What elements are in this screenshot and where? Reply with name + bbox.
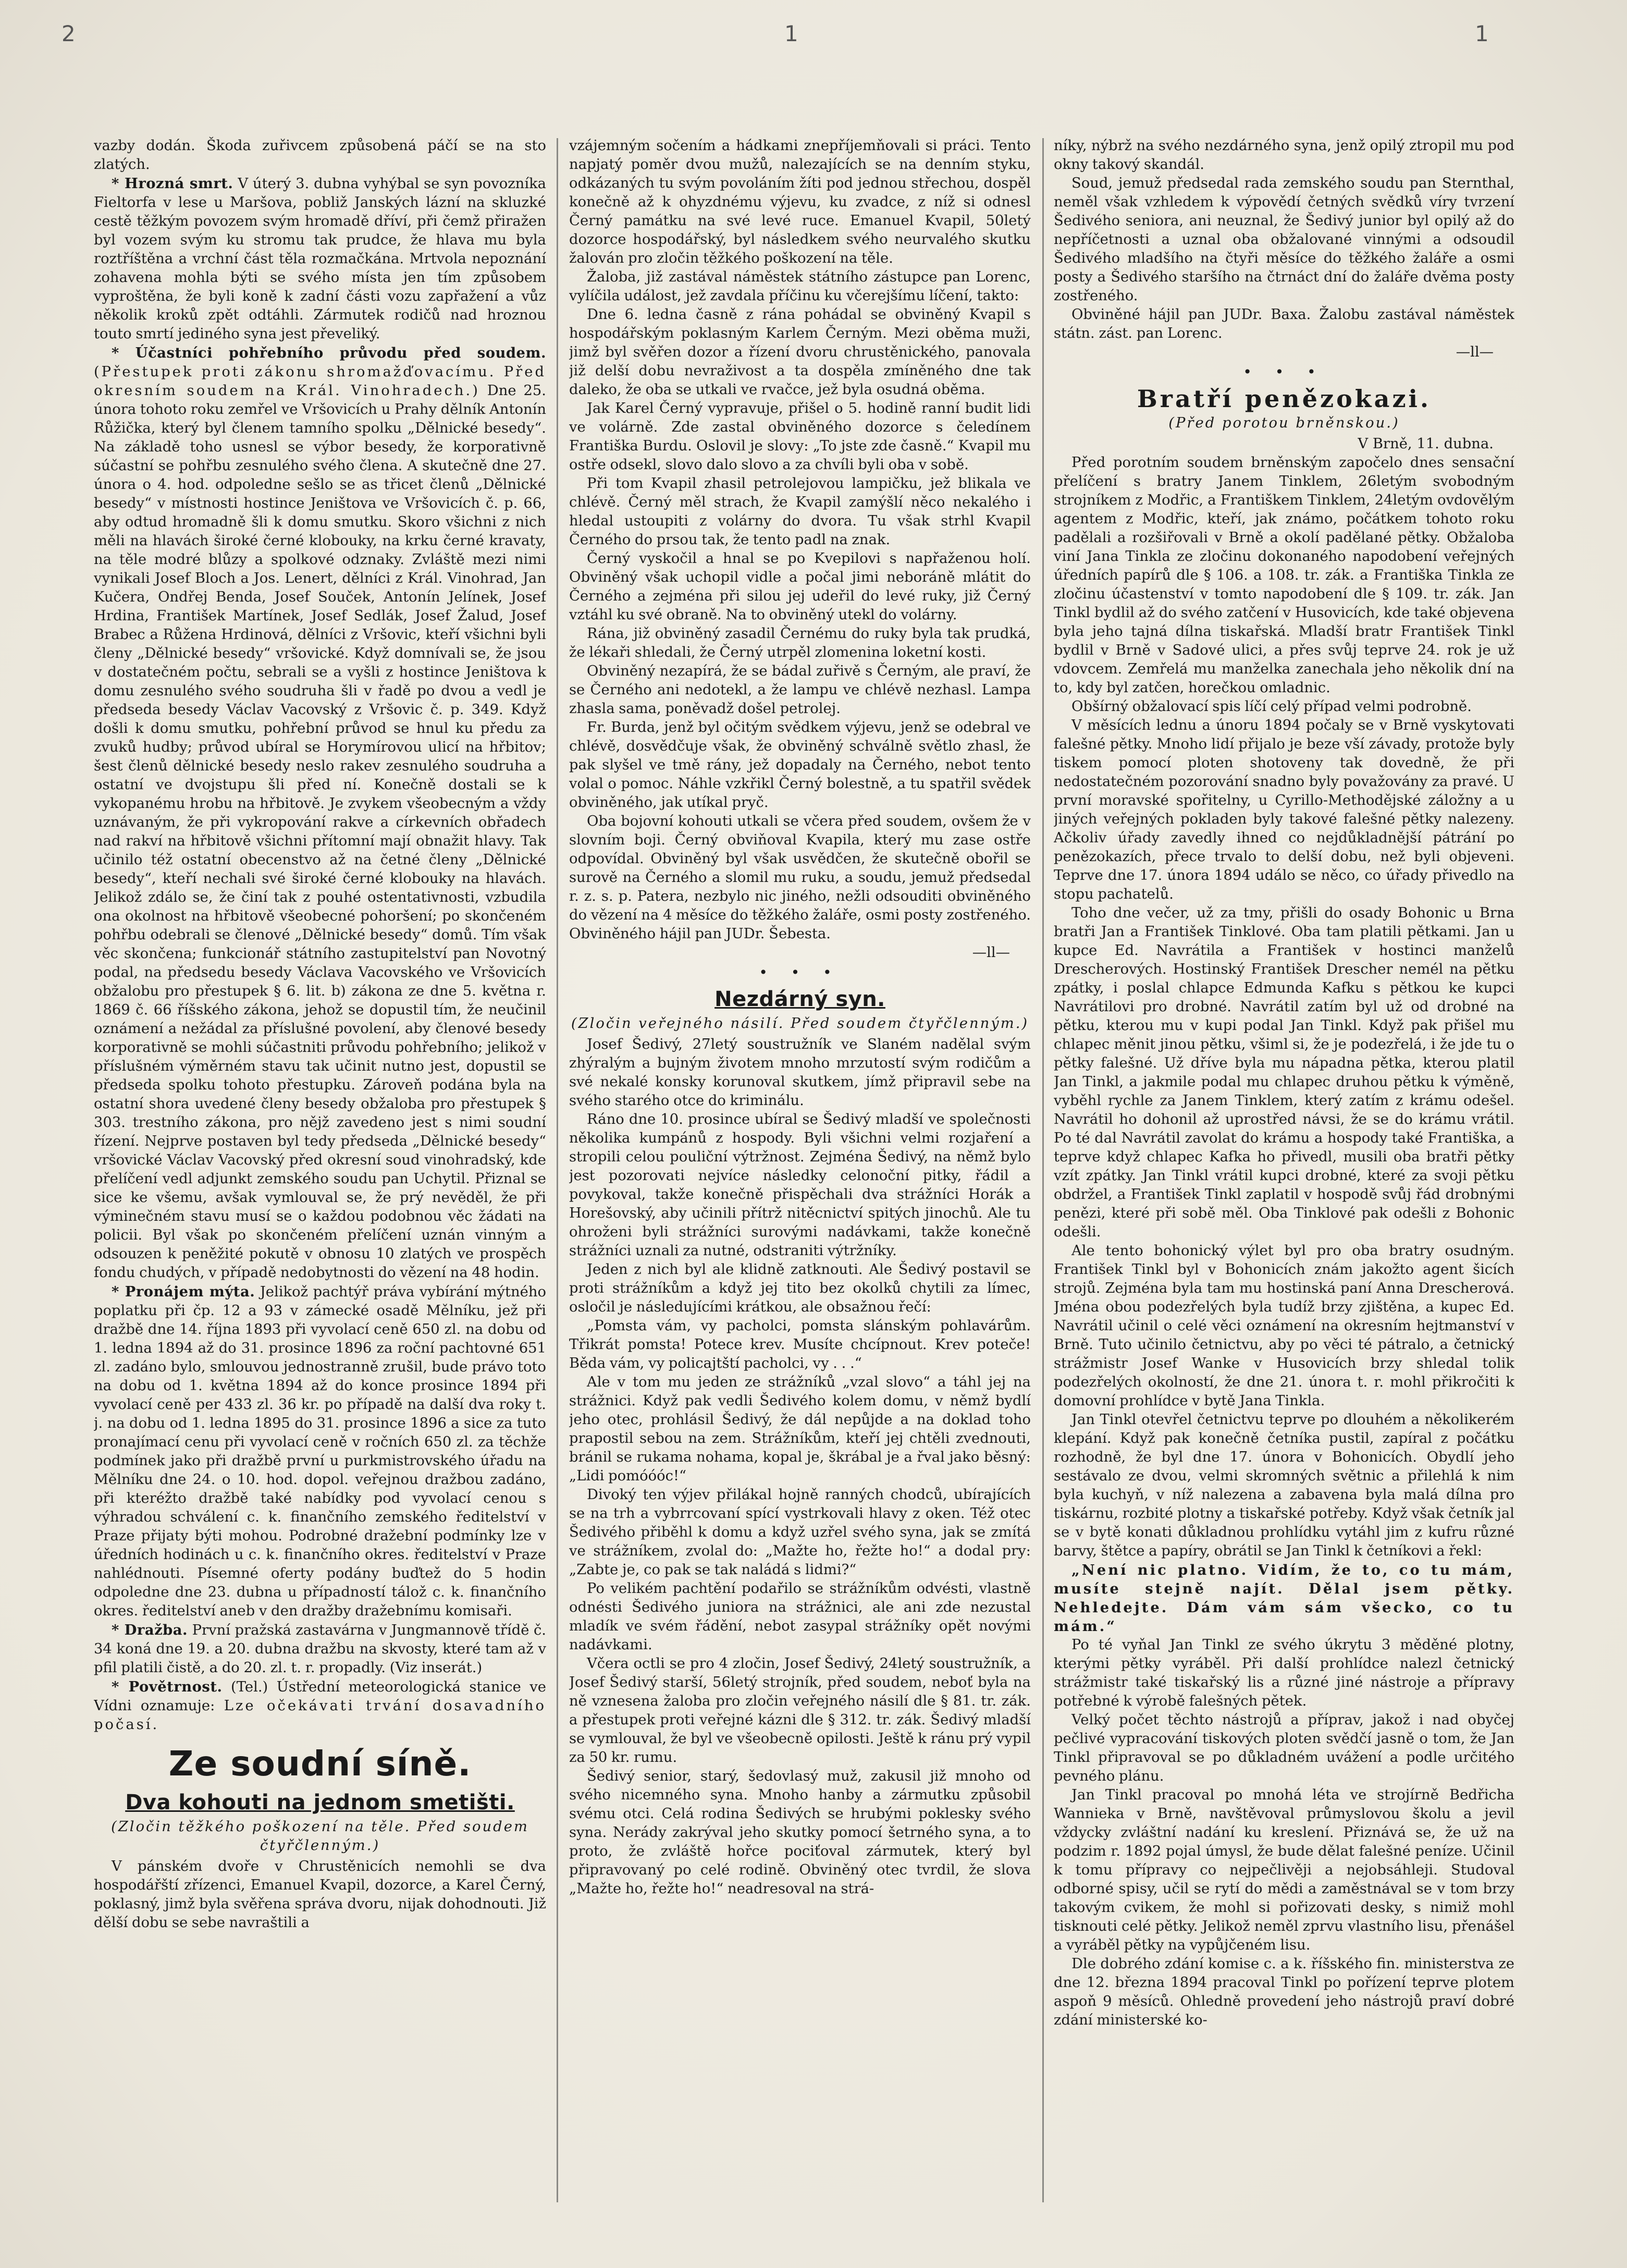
- news-item-pruvod: [94, 344, 546, 1282]
- article-paragraph: Ráno dne 10. prosince ubíral se Šedivý mladší ve společnosti několika kumpánů z hospody. Byli všichni velmi rozjaření a stropili celou pouliční výtržnost. Zejména Šedivý, na němž bylo jest pozorovati nejvíce následky celonoční pitky, řádil a povykoval, takže konečně přispěchali dva strážníci Horák a Horešovský, aby učinili přítrž nitěcnictví spitých jinochů. Ale tu ohroženi byli strážníci surovými nadávkami, takže konečně strážníci uznali za nutné, odstraniti výtržníky.: [569, 1111, 1031, 1259]
- news-text: Dne 25. února tohoto roku zemřel ve Vršovicích u Prahy dělník Antonín Růžička, který byl členem tamního spolku „Dělnické besedy“. Na základě toho usnesl se výbor besedy, že korporativně súčastní se pohřbu zesnulého svého člena. A skutečně dne 27. února o 4. hod. odpoledne sešlo se as třicet členů „Dělnické besedy“ v místnosti hostince Jeništova ve Vršovicích č. p. 66, aby odtud hromadně šli k domu smutku. Skoro všichni z nich měli na hlavách široké černé klobouky, na krku černé kravaty, na těle modré blůzy a spolkové odznaky. Zvláště mezi nimi vynikali Josef Bloch a Jos. Lenert, dělníci z Král. Vinohrad, Jan Kučera, Ondřej Benda, Josef Souček, Antonín Jelínek, Josef Hrdina, František Martínek, Josef Sedlák, Josef Žalud, Josef Brabec a Růžena Hrdinová, dělníci z Vršovic, kteří všichni byli členy „Dělnické besedy“ vršovické. Když domnívali se, že jsou v dostatečném počtu, sebrali se a vyšli z hostince Jeništova k domu zesnulého svého soudruha šli v řadě po dvou a vedl je předseda besedy Václav Vacovský z Vršovic č. p. 349. Když došli k domu smutku, pohřební průvod se hnul ku předu za zvuků hudby; průvod ubíral se Horymírovou ulicí na hřbitov; šest členů dělnické besedy neslo rakev zesnulého soudruha a ostatní ve dvojstupu šli před ní. Konečně dostali se k vykopanému hrobu na hřbitově. Je zvykem všeobecným a vždy uznávaným, že při vykropování rakve a církevních obřadech nad rakví na hřbitově všichni přítomní mají obnažit hlavy. Tak učinilo též ostatní obecenstvo až na četné členy „Dělnické besedy“, kteří nechali své široké černé klobouky na hlavách. Jelikož zdálo se, že činí tak z pouhé ostentativnosti, vzbudila ona okolnost na hřbitově všeobecné pohoršení; po skončeném pohřbu odebrali se členové „Dělnické besedy“ domů. Tím však věc skončena; funkcionář státního zastupitelství pan Novotný podal, na předsedu besedy Václava Vacovského ve Vršovicích obžalobu pro přestupek § 6. lit. b) zákona ze dne 5. května r. 1869 č. 66 říšského zákona, jehož se dopustil tím, že neučinil oznámení a nežádal za příslušné povolení, aby členové besedy korporativně se mohli súčastniti průvodu pohřebního; jelikož v příslušném výměrném stavu tak učinit nutno jest, dopustil se předseda spolku tohoto přestupku. Zároveň podána byla na ostatní shora uvedené členy besedy obžaloba pro přestupek § 303. trestního zákona, pro nějž zavedeno jest s nimi soudní řízení. Nejprve postaven byl tedy předseda „Dělnické besedy“ vršovické Václav Vacovský před okresní soud vinohradský, kde přelíčení vedl adjunkt zemského soudu pan Uchytil. Přiznal se sice ke všemu, avšak vymlouval se, že prý nevěděl, že při výminečném stavu musí se o každou podobnou věc žádati na policii. Byl však po skončeném přelíčení uznán vinným a odsouzen k peněžité pokutě v obnosu 10 zlatých ve prospěch fondu chudých, v případě nedobytnosti do vězení na 48 hodin.: [94, 383, 546, 1281]
- page-mark-center: 1: [784, 21, 798, 46]
- rubric-heading: * Hrozná smrt.: [112, 175, 233, 192]
- news-item-drazba: [94, 1621, 546, 1677]
- news-text-spaced: Lze očekávati trvání dosavadního počasí.: [94, 1698, 546, 1733]
- rubric-heading: * Účastníci pohřebního průvodu před soudem.: [112, 345, 546, 361]
- article-paragraph: níky, nýbrž na svého nezdárného syna, jenž opilý ztropil mu pod okny takový skandál.: [1054, 138, 1514, 173]
- column-divider-1: [557, 138, 558, 2202]
- rubric-heading: * Povětrnost.: [112, 1678, 223, 1695]
- article-paragraph: Dne 6. ledna časně z rána pohádal se obviněný Kvapil s hospodářským poklasným Karlem Černým. Mezi oběma muži, jimž byl svěřen dozor a řízení dvoru chrustěnického, panovala již delší dobu nevraživost a ta dospěla zmíněného dne tak daleko, že oba se utkali ve rvačce, jež byla osudná oběma.: [569, 307, 1031, 398]
- article-paragraph: vzájemným sočením a hádkami znepříjemňovali si práci. Tento napjatý poměr dvou mužů, nalezajících se na denním styku, odkázaných tu svým povoláním žíti pod jednou střechou, dospěl konečně až k ohyzdnému výjevu, ku zvadce, z níž si odnesl Černý památku na své levé ruce. Emanuel Kvapil, 50letý dozorce hospodářský, byl následkem svého neurvalého skutku žalován pro zločin těžkého poškození na těle.: [569, 138, 1031, 266]
- page-mark-right: 1: [1475, 21, 1489, 46]
- column-2: [569, 137, 1031, 2211]
- article-subtitle: (Zločin těžkého poškození na těle. Před soudem čtyřčlenným.): [111, 1819, 529, 1854]
- article-paragraph: Černý vyskočil a hnal se po Kvepilovi s napřaženou holí. Obviněný však uchopil vidle a počal jimi neboráně mlátit do Černého a zejména při silou jej udeřil do levé ruky, již Černý vztáhl ku své obraně. Na to obviněný utekl do volárny.: [569, 550, 1031, 623]
- article-paragraph: Včera octli se pro 4 zločin, Josef Šedivý, 24letý soustružník, a Josef Šedivý starší, 56letý strojník, před soudem, neboť byla na ně vznesena žaloba pro zločin veřejného násilí dle § 81. tr. zák. a přestupek proti veřejné kázni dle § 312. tr. zák. Šedivý mladší se vymlouval, že byl ve všeobecně opilosti. Ještě k ránu prý vypil za 50 kr. rumu.: [569, 1656, 1031, 1766]
- quoted-speech: „Není nic platno. Vidím, že to, co tu mám, musíte stejně najít. Dělal jsem pětky. Nehledejte. Dám vám sám všecko, co tu mám.“: [1054, 1562, 1514, 1635]
- article-paragraph: Jan Tinkl otevřel četnictvu teprve po dlouhém a několikerém klepání. Když pak konečně četníka pustil, zapíral z počátku rozhodně, že byl dne 17. února v Bohonicích. Obydlí jeho sestávalo ze dvou, velmi skromných světnic a přilehlá k nim byla kuchyň, v níž nalezena a zabavena byla malá dílna pro tiskárnu, rozbité plotny a tiskařské potřeby. Když však četník jal se v bytě konati důkladnou prohlídku vytáhl jim z kufru různé barvy, štětce a papíry, obrátil se Jan Tinkl k četníkovi a řekl:: [1054, 1412, 1514, 1559]
- article-paragraph: Jak Karel Černý vypravuje, přišel o 5. hodině ranní budit lidi ve volárně. Zde zastal obviněného dozorce s čeledínem Františka Burdu. Oslovil je slovy: „To jste zde časně.“ Kvapil mu ostře odsekl, slovo dalo slovo a za chvíli byli oba v sobě.: [569, 400, 1031, 473]
- news-text: V úterý 3. dubna vyhýbal se syn povozníka Fieltorfa v lese u Maršova, pobliž Janských lázní na skluzké cestě těžkým povozem svým hromadě dříví, při čemž přiražen byl vozem svým ku stromu tak prudce, že hlava mu byla roztříštěna a vrchní část těla rozmačkána. Mrtvola nepoznání zohavena mohla býti se svého místa jen tím způsobem vyproštěna, že byli koně k zadní části vozu zapřažení a vůz několik kroků zpět odtáhli. Zármutek rodičů nad hroznou touto smrtí jediného syna jest převeliký.: [94, 176, 546, 342]
- article-paragraph: Toho dne večer, už za tmy, přišli do osady Bohonic u Brna bratři Jan a František Tinklové. Oba tam platili pětkami. Jan u kupce Ed. Navrátila a František v hostinci manželů Drescherových. Hostinský František Drescher nemél na pětku zpátky, i poslal chlapce Edmunda Kafku s pětkou ke kupci Navrátilovi pro drobné. Navrátil zatím byl už od drobné na pětku, kterou mu v kupi podal Jan Tinkl. Když pak přišel mu chlapec měnit jinou pětku, všiml si, že je podezřelá, i že jde tu o pětky falešné. Už dříve byla mu nápadna pětka, kterou platil Jan Tinkl, a jakmile podal mu chlapec druhou pětku k výměně, vyběhl rychle za Janem Tinklem, který zatím z krámu odešel. Navrátil ho dohonil až uprostřed návsi, že se do krámu vrátil. Po té dal Navrátil zavolat do krámu a hospody také Františka, a teprve když chlapec Kafka ho přivedl, musili oba bratři pětky vzít zpátky. Jan Tinkl vrátil kupci drobné, které za svoji pětku obdržel, a František Tinkl zaplatil v hospodě svůj řád drobnými penězi, které při sobě měl. Oba Tinklové pak odešli z Bohonic odešli.: [1054, 905, 1514, 1240]
- article-title: Bratří penězokazi.: [1137, 385, 1432, 413]
- author-signature: —ll—: [1456, 344, 1494, 360]
- article-paragraph: Jeden z nich byl ale klidně zatknouti. Ale Šedivý postavil se proti strážníkům a když jej tito bez okolků chytili za límec, osločil je následujícími krátkou, ale obsažnou řečí:: [569, 1261, 1031, 1315]
- article-paragraph: Po té vyňal Jan Tinkl ze svého úkrytu 3 měděné plotny, kterými pětky vyráběl. Při další prohlídce nalezl četnický strážmistr také tiskařský lis a různé jiné nástroje a přípravy potřebné k výrobě falešných pětek.: [1054, 1637, 1514, 1709]
- article-paragraph: Šedivý senior, starý, šedovlasý muž, zakusil již mnoho od svého nicemného syna. Mnoho hanby a zármutku způsobil svému otci. Celá rodina Šedivých se hrubými poklesky svého syna. Nerády zakrýval jeho skutky pomocí šetrného syna, a to proto, že zvláště hořce pociťoval zármutek, který byl připravovaný po celé rodině. Obviněný otec tvrdil, že slova „Mažte ho, řežte ho!“ neadresoval na strá-: [569, 1768, 1031, 1897]
- rubric-subheading: (Přestupek proti zákonu shromažďovacímu. Před okresním soudem na Král. Vinohradech.): [94, 364, 546, 399]
- news-text: První pražská zastavárna v Jungmannově třídě č. 34 koná dne 19. a 20. dubna dražbu na skvosty, které tam až v pfil platili čistě, a do 20. zl. t. r. propadly. (Viz inserát.): [94, 1622, 546, 1676]
- article-paragraph: Rána, již obviněný zasadil Černému do ruky byla tak prudká, že lékaři shledali, že Černý utrpěl zlomenina loketní kosti.: [569, 626, 1031, 660]
- article-title: Dva kohouti na jednom smetišti.: [125, 1791, 515, 1815]
- author-signature: —ll—: [972, 945, 1010, 961]
- article-paragraph: Velký počet těchto nástrojů a příprav, jakož i nad obyčej pečlivé vypracování tiskových ploten svědčí jasně o tom, že Jan Tinkl připravoval se po důkladném uvážení a podle určitého pevného plánu.: [1054, 1712, 1514, 1784]
- article-title: Nezdárný syn.: [714, 987, 885, 1011]
- article-subtitle: (Zločin veřejného násilí. Před soudem čtyřčlenným.): [571, 1015, 1029, 1032]
- article-paragraph: Po velikém pachtění podařilo se strážníkům odvésti, vlastně odnésti Šedivého juniora na strážnici, ale ani zde nezustal mladík ve svém řádění, nebot zasypal strážníky opět novými nadávkami.: [569, 1580, 1031, 1653]
- news-item-myta: [94, 1282, 546, 1621]
- article-paragraph: Obviněný nezapírá, že se bádal zuřivě s Černým, ale praví, že se Černého ani nedotekl, a že lampu ve chlévě nezhasl. Lampa zhasla sama, poněvadž došel petrolej.: [569, 663, 1031, 717]
- separator-dots: • • •: [1243, 363, 1325, 381]
- article-paragraph: V pánském dvoře v Chrustěnicích nemohli se dva hospodářští zřízenci, Emanuel Kvapil, dozorce, a Karel Černý, poklasný, jimž byla svěřena správa dvoru, nijak dohodnouti. Již dělší dobu se sebe navraštili a: [94, 1858, 546, 1931]
- article-paragraph: Obšírný obžalovací spis líčí celý případ velmi podrobně.: [1071, 698, 1472, 715]
- column-divider-2: [1042, 138, 1044, 2202]
- rubric-heading: * Dražba.: [112, 1622, 188, 1638]
- article-paragraph: Josef Šedivý, 27letý soustružník ve Slaném nadělal svým zhýralým a bujným životem mnoho mrzutostí svým rodičům a své nekalé konsky korunoval skutkem, jímž připravil sebe na svého starého otce do kriminálu.: [569, 1036, 1031, 1109]
- article-paragraph: Žaloba, již zastával náměstek státního zástupce pan Lorenc, vylíčila událost, jež zavdala příčinu ku včerejšímu líčení, takto:: [569, 269, 1031, 304]
- article-paragraph: Divoký ten výjev přilákal hojně ranných chodců, ubírajících se na trh a vybrrcovaní spící vystrkovali hlavy z oken. Též otec Šedivého přiběhl k domu a když uzřel svého syna, jak se zmítá ve strážníkem, zvolal do: „Mažte ho, řežte ho!“ a dodal pry: „Zabte je, co pak se tak naládá s lidmi?“: [569, 1487, 1031, 1578]
- column-1: [94, 137, 546, 2211]
- separator-dots: • • •: [759, 964, 841, 981]
- article-paragraph: Jan Tinkl pracoval po mnohá léta ve strojírně Bedřicha Wannieka v Brně, navštěvoval průmyslovou školu a jevil vždycky zvláštní nadání ku kreslení. Přiznává se, že už na podzim r. 1892 pojal úmysl, že bude dělat falešné peníze. Učinil k tomu přípravy co nejpečlivěji a nejobsáhleji. Studoval odborné spisy, učil se rytí do mědi a zaměstnával se v tom brzy takovým cvikem, že mohl si pořizovati desky, s nimiž mohl tisknouti celé pětky. Jelikož neměl zprvu vlastního lisu, přenášel a vyráběl pětky na vypůjčeném lisu.: [1054, 1787, 1514, 1953]
- article-subtitle: (Před porotou brněnskou.): [1168, 415, 1400, 431]
- article-paragraph: Oba bojovní kohouti utkali se včera před soudem, ovšem že v slovním boji. Černý obviňoval Kvapila, který mu zase ostře odpovídal. Obviněný byl však usvědčen, že skutečně obořil se surově na Černého a slomil mu ruku, a soudu, jemuž předsedal r. z. s. p. Patera, nezbylo nic jiného, nežli odsouditi obviněného do vězení na 4 měsíce do těžkého žaláře, osmi posty zostřeného. Obviněného hájil pan JUDr. Šebesta.: [569, 813, 1031, 942]
- column-3: [1054, 137, 1514, 2211]
- article-paragraph: Obviněné hájil pan JUDr. Baxa. Žalobu zastával náměstek státn. zást. pan Lorenc.: [1054, 307, 1514, 341]
- article-paragraph: Dle dobrého zdání komise c. a k. říšského fin. ministerstva ze dne 12. března 1894 pracoval Tinkl po pořízení teprve plotem aspoň 9 měsíců. Ohledně provedení jeho nástrojů praví dobré zdání ministerské ko-: [1054, 1956, 1514, 2028]
- article-paragraph: V měsících lednu a únoru 1894 počaly se v Brně vyskytovati falešné pětky. Mnoho lidí přijalo je beze vší závady, protože byly tiskem pomocí ploten shotoveny tak dovedně, že při nedostatečném pozorování snadno byly považovány za pravé. U první moravské spořitelny, u Cyrillo-Methodějské záložny a u jiných veřejných pokladen byly takové falešné pětky nalezeny. Ačkoliv úřady zavedly ihned co nejdůkladnější pátrání po penězokazích, přece trvalo to delší dobu, než byli objeveni. Teprve dne 17. února 1894 událo se něco, co úřady přivedlo na stopu pachatelů.: [1054, 717, 1514, 902]
- article-paragraph: Ale v tom mu jeden ze strážníků „vzal slovo“ a táhl jej na strážnici. Když pak vedli Šedivého kolem domu, v němž bydlí jeho otec, prohlásil Šedivý, že dál nepůjde a na doklad toho prapostil sebou na zem. Strážníkům, kteří jej chtěli zvednouti, bránil se rukama nohama, kopal je, škrábal je a řval jako běsný: „Lidi pomóóóc!“: [569, 1374, 1031, 1484]
- article-paragraph: „Pomsta vám, vy pacholci, pomsta slánským pohlavárům. Třikrát pomsta! Potece krev. Musíte chcípnout. Krev poteče! Běda vám, vy policajtští pacholci, vy . . .“: [569, 1318, 1031, 1371]
- article-paragraph: Při tom Kvapil zhasil petrolejovou lampičku, jež blikala ve chlévě. Černý měl strach, že Kvapil zamýšlí něco nekalého i hledal ustoupiti z volárny do dvora. Tu však strhl Kvapil Černého do prsou tak, že tento padl na znak.: [569, 475, 1031, 548]
- section-title: Ze soudní síně.: [168, 1744, 472, 1784]
- page-top-edge: [0, 0, 1627, 63]
- news-item-pocasi: [94, 1677, 546, 1734]
- dateline: V Brně, 11. dubna.: [1358, 436, 1494, 452]
- rubric-heading: * Pronájem mýta.: [112, 1283, 255, 1300]
- news-text: Jelikož pachtýř práva vybírání mýtného poplatku při čp. 12 a 93 v zámecké osadě Mělníku, jež při dražbě dne 14. října 1893 při vyvolací ceně 650 zl. na dobu od 1. ledna 1894 až do 31. prosince 1896 za roční pachtovné 651 zl. zadáno bylo, smlouvou jednostranně zrušil, bude právo toto na dobu od 1. května 1894 až do konce prosince 1894 při vyvolací ceně per 433 zl. 36 kr. po případě na další dva roky t. j. na dobu od 1. ledna 1895 do 31. prosince 1896 a sice za tuto pronajímací cenu při vyvolací ceně v ročních 650 zl. za těchže podmínek jako při dražbě první u purkmistrovského úřadu na Mělníku dne 24. o 10. hod. dopol. veřejnou dražbou zadáno, při kteréžto dražbě také nabídky pod vyvolací cenou s výhradou schválení c. k. finančního zemského ředitelství v Praze přijaty býti mohou. Podrobné dražební podmínky lze v úředních hodinách u c. k. finančního okres. ředitelství v Praze nahlédnouti. Písemné oferty podány buďtež do 5 hodin odpoledne dne 23. dubna u případností tálož c. k. finančního okres. ředitelství aneb v den dražby dražebnímu komisaři.: [94, 1284, 546, 1619]
- article-paragraph: Ale tento bohonický výlet byl pro oba bratry osudným. František Tinkl byl v Bohonicích znám jakožto agent šicích strojů. Zejména byla tam mu hostinská paní Anna Drescherová. Jména obou podezřelých byla tudíž brzy zjištěna, a kupec Ed. Navrátil učinil o celé věci oznámení na okresním hejtmanství v Brně. Tuto učinilo četnictvu, aby po věci té pátralo, a četnický strážmistr Josef Wanke v Husovicích brzy shledal tolik podezřelých okolností, že dne 21. února t. r. mohl přikročiti k domovní prohlídce v bytě Jana Tinkla.: [1054, 1243, 1514, 1409]
- news-item-smrt: [94, 174, 546, 344]
- page-mark-left: 2: [61, 21, 76, 46]
- article-paragraph: Soud, jemuž předsedal rada zemského soudu pan Sternthal, neměl však vzhledem k výpovědí četných svědků víry tvrzení Šedivého seniora, ani neuznal, že Šedivý junior byl opilý až do nepříčetnosti a uznal oba obžalované vinnými a odsoudil Šedivého mladšího na čtyři měsíce do těžkého žaláře a osmi posty a Šedivého staršího na čtrnáct dní do žaláře dvěma posty zostřeného.: [1054, 175, 1514, 304]
- news-text: (Tel.) Ústřední meteorologická stanice ve Vídni oznamuje:: [94, 1679, 546, 1714]
- continued-paragraph: vazby dodán. Škoda zuřivcem způsobená páčí se na sto zlatých.: [94, 138, 546, 173]
- article-paragraph: Před porotním soudem brněnským započelo dnes sensační přelíčení s bratry Janem Tinklem, 26letým svobodným strojníkem z Modřic, a Františkem Tinklem, 24letým ovdovělým agentem z Modřic, kteří, jak známo, počátkem tohoto roku padělali a rozšiřovali v Brně a okolí padělané pětky. Obžaloba viní Jana Tinkla ze zločinu dokonaného napodobení veřejných úředních papírů dle § 106. a 108. tr. zák. a Františka Tinkla ze zločinu účastenství v tomto napodobení dle § 109. tr. zák. Jan Tinkl bydlil až do svého zatčení v Husovicích, kde také objevena byla jeho tajná dílna tiskařská. Mladší bratr František Tinkl bydlil v Brně v Sadové ulici, a přes svůj teprve 24. rok je už vdovcem. Zemřelá mu manželka zanechala jeho několik dní na to, kdy byl zatčen, horečkou omladnic.: [1054, 455, 1514, 696]
- article-paragraph: Fr. Burda, jenž byl očitým svědkem výjevu, jenž se odebral ve chlévě, dosvědčuje však, že obviněný schválně světlo zhasl, že pak slyšel ve tmě rány, jež dopadaly na Černého, nebot tento volal o pomoc. Náhle vzkřikl Černý bolestně, a tu spatřil svědek obviněného, jak utíkal pryč.: [569, 719, 1031, 811]
